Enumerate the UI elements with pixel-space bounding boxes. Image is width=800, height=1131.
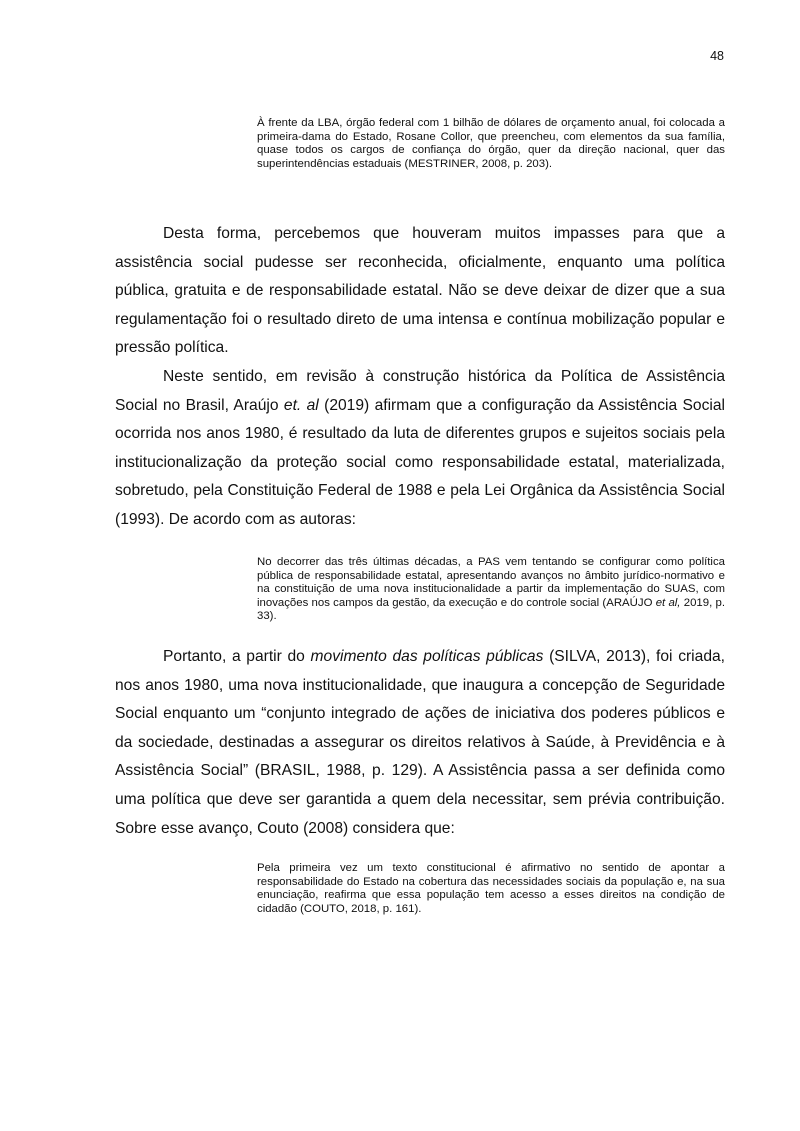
block-quote-araujo-italic: et al, [655,596,681,609]
paragraph-seguridade [115,643,725,843]
paragraph-seguridade-italic: movimento das políticas públicas [310,648,544,665]
paragraph-araujo-text-2: (2019) afirmam que a configuração da Assistência Social ocorrida nos anos 1980, é resultado da luta de diferentes grupos e sujeitos sociais pela institucionalização da proteção social como responsabilidade estatal, materializada, sobretudo, pela Constituição Federal de 1988 e pela Lei Orgânica da Assistência Social (1993). De acordo com as autoras: [115,396,725,528]
block-quote-araujo [257,556,725,624]
paragraph-seguridade-text-1: Portanto, a partir do [163,648,311,665]
block-quote-araujo-text-1: No decorrer das três últimas décadas, a PAS vem tentando se configurar como política pública de responsabilidade estatal, apresentando avanços no âmbito jurídico-normativo e na constituição de uma nova institucionalidade a partir da implementação do SUAS, com inovações nos campos da gestão, da execução e do controle social (ARAÚJO [257,556,725,609]
body-text-block-1 [115,220,725,535]
block-quote-araujo-text-2: 2019, p. 33). [257,596,725,623]
page-number: 48 [710,49,724,63]
paragraph-seguridade-text-2: (SILVA, 2013), foi criada, nos anos 1980, uma nova institucionalidade, que inaugura a concepção de Seguridade Social enquanto um “conjunto integrado de ações de iniciativa dos poderes públicos e da sociedade, destinadas a assegurar os direitos relativos à Saúde, à Previdência e à Assistência Social” (BRASIL, 1988, p. 129). A Assistência passa a ser definida como uma política que deve ser garantida a quem dela necessitar, sem prévia contribuição. Sobre esse avanço, Couto (2008) considera que: [115,648,725,837]
paragraph-araujo-text-1: Neste sentido, em revisão à construção histórica da Política de Assistência Social no Brasil, Araújo [115,367,725,414]
paragraph-araujo [115,363,725,535]
paragraph-araujo-italic: et. al [283,396,319,414]
block-quote-mestriner: À frente da LBA, órgão federal com 1 bilhão de dólares de orçamento anual, foi colocada a primeira-dama do Estado, Rosane Collor, que preencheu, com elementos da sua família, quase todos os cargos de confiança do órgão, quer da direção nacional, quer das superintendências estaduais (MESTRINER, 2008, p. 203). [257,117,725,170]
paragraph-impasses: Desta forma, percebemos que houveram muitos impasses para que a assistência social pudesse ser reconhecida, oficialmente, enquanto uma política pública, gratuita e de responsabilidade estatal. Não se deve deixar de dizer que a sua regulamentação foi o resultado direto de uma intensa e contínua mobilização popular e pressão política. [115,225,725,357]
block-quote-couto: Pela primeira vez um texto constitucional é afirmativo no sentido de apontar a responsabilidade do Estado na cobertura das necessidades sociais da população e, na sua enunciação, reafirma que essa população tem acesso a esses direitos na condição de cidadão (COUTO, 2018, p. 161). [257,862,725,915]
body-text-block-2 [115,643,725,843]
